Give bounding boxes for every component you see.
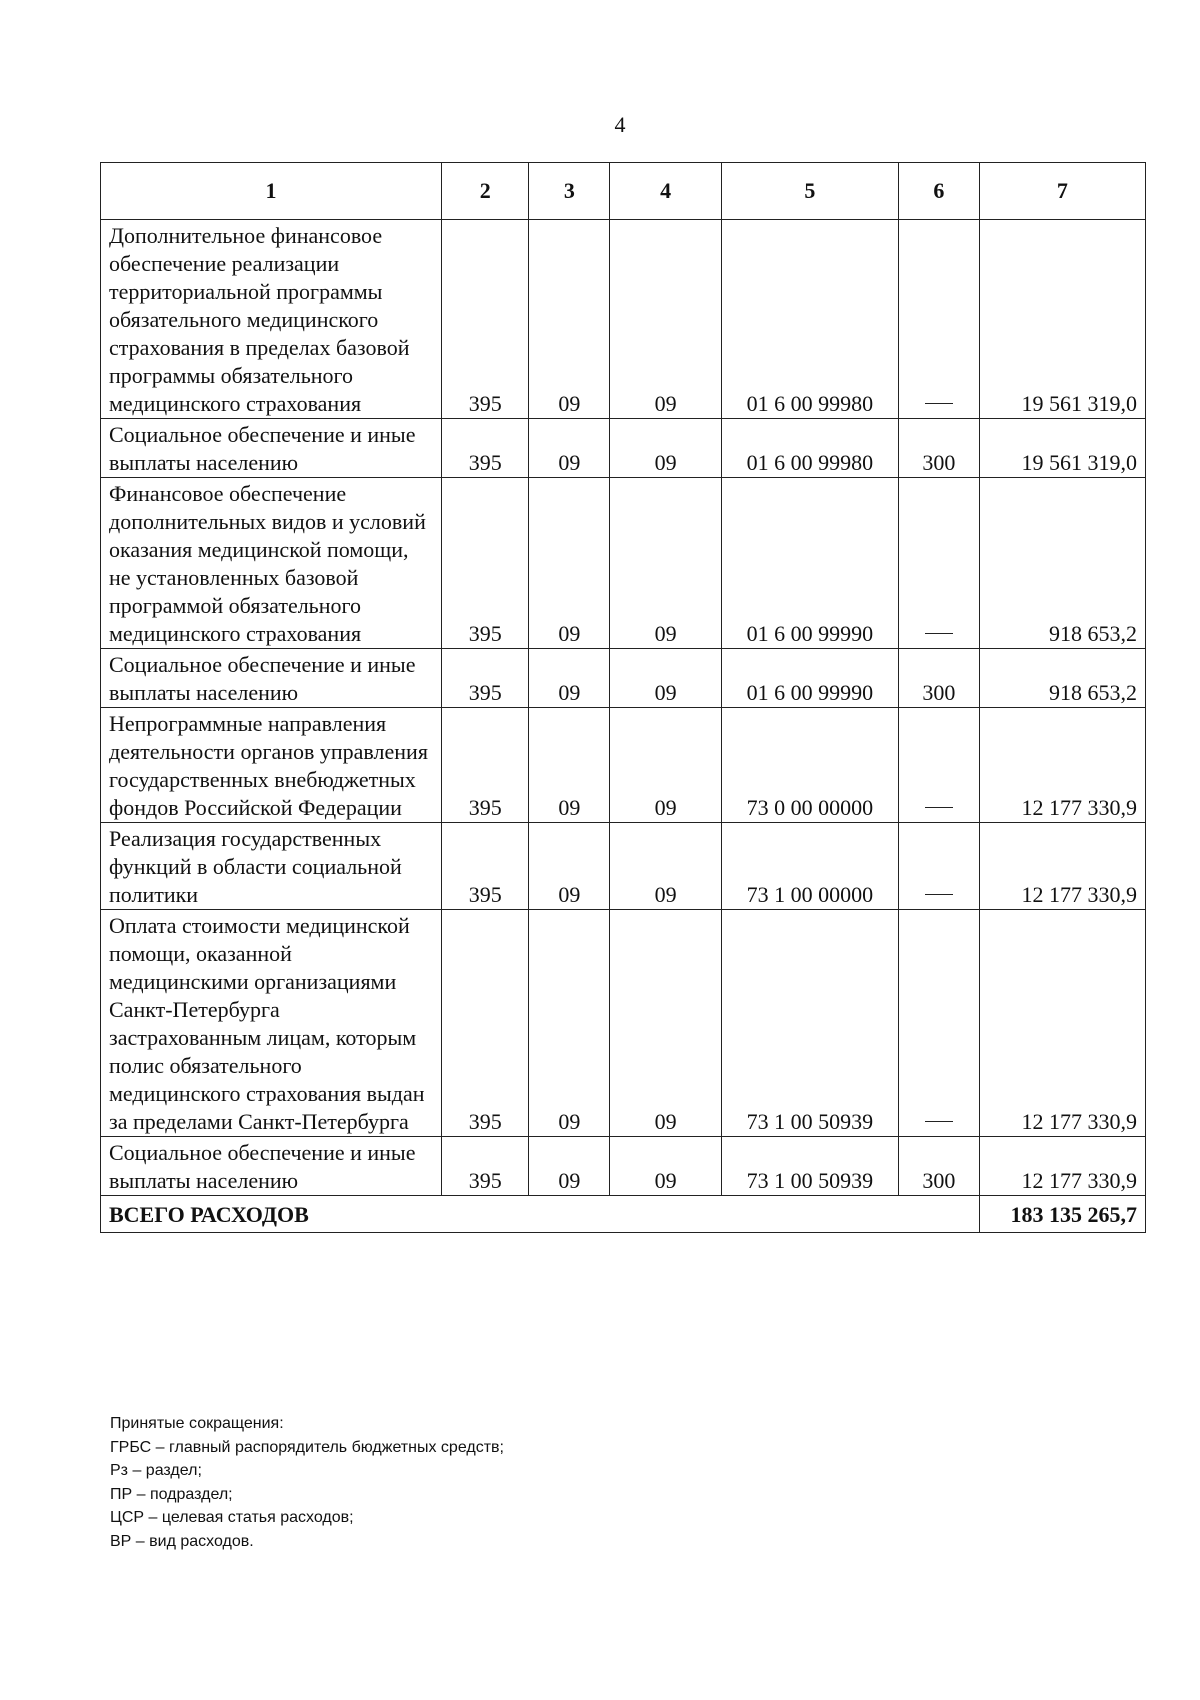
section-code: 09 [529,649,610,708]
expense-type-code: 300 [898,649,979,708]
expense-name: Социальное обеспечение и иные выплаты населению [101,649,442,708]
abbreviations-heading: Принятые сокращения: [110,1415,284,1432]
subsection-code: 09 [610,220,721,419]
section-code: 09 [529,823,610,910]
dash-mark [925,894,953,895]
subsection-code: 09 [610,419,721,478]
target-item-code: 01 6 00 99980 [721,419,898,478]
column-header: 2 [442,163,529,220]
subsection-code: 09 [610,478,721,649]
expense-name: Оплата стоимости медицинской помощи, оказанной медицинскими организациями Санкт-Петербурга застрахованным лицам, которым полис обязательного медицинского страхования выдан за пределами Санкт-Петербурга [101,910,442,1137]
dash-mark [925,403,953,404]
dash-mark [925,1121,953,1122]
target-item-code: 01 6 00 99980 [721,220,898,419]
budget-table [100,162,1146,1233]
table-header-row [101,163,1146,220]
amount: 12 177 330,9 [979,708,1145,823]
abbreviation-item: ЦСР – целевая статья расходов; [110,1509,354,1526]
section-code: 09 [529,478,610,649]
table-row [101,419,1146,478]
expense-name: Реализация государственных функций в области социальной политики [101,823,442,910]
grbs-code: 395 [442,220,529,419]
table-row [101,649,1146,708]
expense-type-code: 300 [898,419,979,478]
total-amount: 183 135 265,7 [979,1196,1145,1233]
dash-mark [925,633,953,634]
column-header: 1 [101,163,442,220]
expense-name: Финансовое обеспечение дополнительных видов и условий оказания медицинской помощи, не установленных базовой программой обязательного медицинского страхования [101,478,442,649]
column-header: 5 [721,163,898,220]
section-code: 09 [529,419,610,478]
subsection-code: 09 [610,910,721,1137]
table-row [101,220,1146,419]
expense-name: Социальное обеспечение и иные выплаты населению [101,1137,442,1196]
subsection-code: 09 [610,823,721,910]
subsection-code: 09 [610,649,721,708]
table-row [101,708,1146,823]
section-code: 09 [529,910,610,1137]
expense-type-empty [898,220,979,419]
abbreviation-item: ГРБС – главный распорядитель бюджетных средств; [110,1438,504,1456]
amount: 918 653,2 [979,649,1145,708]
table-row [101,910,1146,1137]
total-label: ВСЕГО РАСХОДОВ [101,1196,980,1233]
subsection-code: 09 [610,1137,721,1196]
target-item-code: 73 0 00 00000 [721,708,898,823]
amount: 19 561 319,0 [979,419,1145,478]
grbs-code: 395 [442,649,529,708]
abbreviation-item: ПР – подраздел; [110,1485,233,1503]
target-item-code: 01 6 00 99990 [721,649,898,708]
amount: 12 177 330,9 [979,1137,1145,1196]
dash-mark [925,807,953,808]
expense-name: Дополнительное финансовое обеспечение реализации территориальной программы обязательного медицинского страхования в пределах базовой программы обязательного медицинского страхования [101,220,442,419]
column-header: 3 [529,163,610,220]
target-item-code: 73 1 00 50939 [721,910,898,1137]
section-code: 09 [529,1137,610,1196]
grbs-code: 395 [442,910,529,1137]
table-row [101,1137,1146,1196]
expense-type-empty [898,823,979,910]
column-header: 7 [979,163,1145,220]
table-row [101,823,1146,910]
grbs-code: 395 [442,823,529,910]
abbreviations-list [110,1412,504,1553]
target-item-code: 73 1 00 50939 [721,1137,898,1196]
section-code: 09 [529,708,610,823]
table-row [101,478,1146,649]
section-code: 09 [529,220,610,419]
abbreviation-item: ВР – вид расходов. [110,1532,254,1550]
amount: 19 561 319,0 [979,220,1145,419]
grbs-code: 395 [442,1137,529,1196]
target-item-code: 01 6 00 99990 [721,478,898,649]
expense-type-empty [898,910,979,1137]
expense-type-code: 300 [898,1137,979,1196]
column-header: 4 [610,163,721,220]
subsection-code: 09 [610,708,721,823]
amount: 12 177 330,9 [979,823,1145,910]
grbs-code: 395 [442,478,529,649]
expense-name: Социальное обеспечение и иные выплаты населению [101,419,442,478]
page-number: 4 [614,112,626,137]
grbs-code: 395 [442,708,529,823]
abbreviation-item: Рз – раздел; [110,1462,202,1479]
expense-type-empty [898,478,979,649]
expense-type-empty [898,708,979,823]
target-item-code: 73 1 00 00000 [721,823,898,910]
expense-name: Непрограммные направления деятельности органов управления государственных внебюджетных фондов Российской Федерации [101,708,442,823]
column-header: 6 [898,163,979,220]
amount: 12 177 330,9 [979,910,1145,1137]
total-row [101,1196,1146,1233]
amount: 918 653,2 [979,478,1145,649]
grbs-code: 395 [442,419,529,478]
